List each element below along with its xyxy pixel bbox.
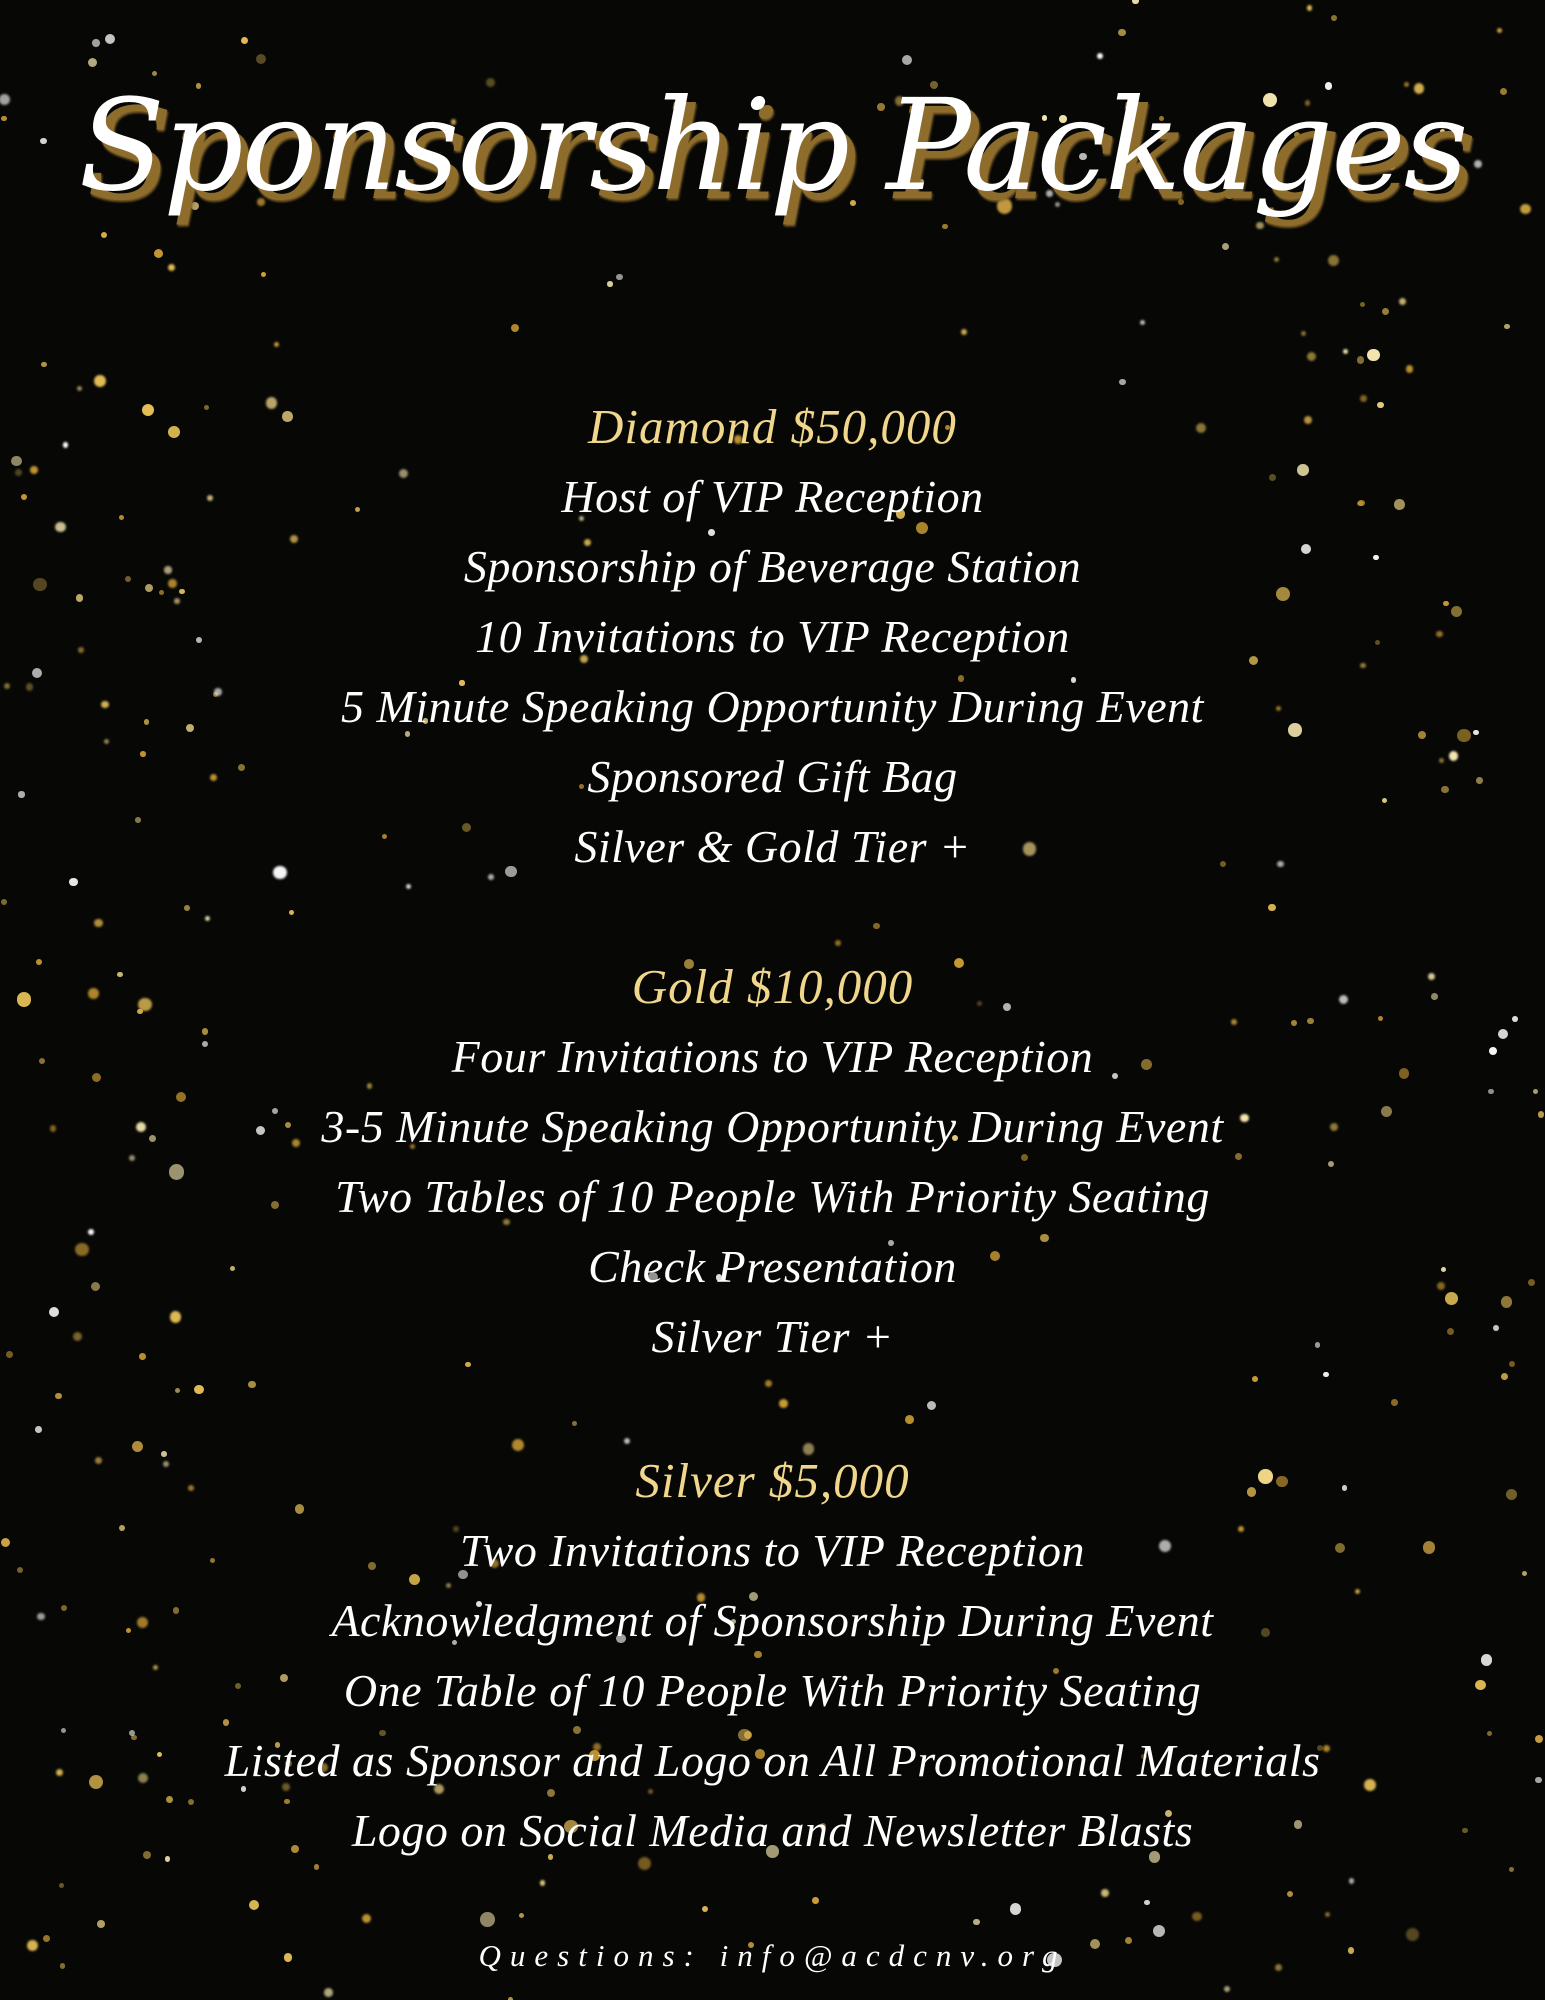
benefit-line: One Table of 10 People With Priority Seating (343, 1665, 1202, 1716)
tier-diamond (0, 392, 1545, 882)
tier-gold (0, 952, 1545, 1372)
benefit-line: Listed as Sponsor and Logo on All Promotional Materials (224, 1735, 1321, 1786)
glitter-dot (1325, 1912, 1330, 1917)
glitter-dot (812, 1897, 818, 1903)
glitter-dot (1101, 1889, 1109, 1897)
glitter-dot (1144, 1900, 1150, 1906)
benefit-line: Four Invitations to VIP Reception (451, 1031, 1094, 1082)
benefit-line: 5 Minute Speaking Opportunity During Event (341, 681, 1204, 732)
benefit-line: Host of VIP Reception (561, 471, 984, 522)
tier-gold-heading: Gold $10,000 (631, 959, 914, 1014)
footer (0, 1938, 1545, 1974)
benefit-line: Logo on Social Media and Newsletter Blasts (351, 1805, 1194, 1856)
benefit-line: Two Invitations to VIP Reception (460, 1525, 1085, 1576)
tier-silver (0, 1446, 1545, 1866)
glitter-dot (1153, 1925, 1165, 1937)
benefit-line: Acknowledgment of Sponsorship During Event (331, 1595, 1214, 1646)
glitter-dot (1287, 1891, 1293, 1897)
glitter-dot (1349, 1878, 1355, 1884)
glitter-dot (362, 1914, 371, 1923)
benefit-line: Sponsored Gift Bag (587, 751, 958, 802)
glitter-dot (1509, 1867, 1514, 1872)
contact-email-text: Questions: info@acdcnv.org (478, 1938, 1067, 1973)
glitter-dot (540, 1880, 545, 1885)
benefit-line: 10 Invitations to VIP Reception (475, 611, 1070, 662)
tier-silver-heading: Silver $5,000 (635, 1453, 910, 1508)
glitter-dot (519, 1913, 524, 1918)
page-title: Sponsorship Packages (78, 72, 1467, 219)
glitter-dot (480, 1912, 495, 1927)
benefit-line: Silver & Gold Tier + (574, 821, 971, 872)
glitter-dot (249, 1900, 260, 1911)
tier-diamond-heading: Diamond $50,000 (588, 399, 957, 454)
glitter-dot (702, 1906, 708, 1912)
benefit-line: Silver Tier + (651, 1311, 894, 1362)
benefit-line: 3-5 Minute Speaking Opportunity During Event (321, 1101, 1224, 1152)
glitter-dot (59, 1883, 64, 1888)
benefit-line: Check Presentation (588, 1241, 957, 1292)
glitter-dot (973, 1919, 979, 1925)
glitter-dot (324, 1988, 333, 1997)
glitter-dot (1224, 1986, 1230, 1992)
benefit-line: Two Tables of 10 People With Priority Seating (335, 1171, 1210, 1222)
glitter-dot (97, 1920, 105, 1928)
glitter-dot (1192, 1912, 1202, 1922)
glitter-dot (1010, 1903, 1021, 1914)
benefit-line: Sponsorship of Beverage Station (463, 541, 1082, 592)
